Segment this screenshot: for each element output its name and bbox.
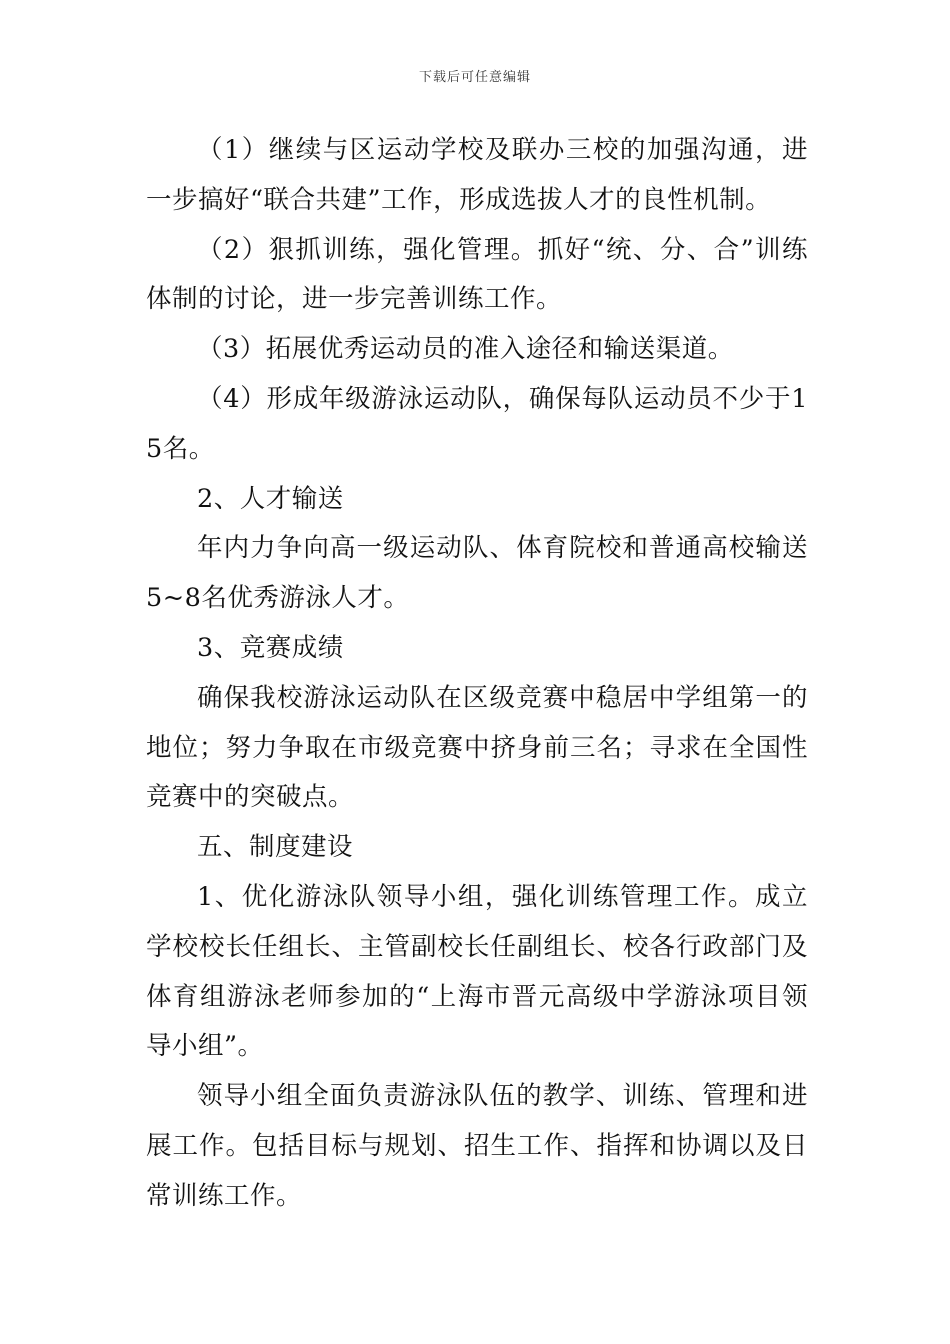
paragraph-talent-transfer: 年内力争向高一级运动队、体育院校和普通高校输送5~8名优秀游泳人才。 (146, 533, 808, 614)
paragraph-item-2: （2）狠抓训练，强化管理。抓好“统、分、合”训练体制的讨论，进一步完善训练工作。 (146, 234, 808, 315)
paragraph-leadership-group: 1、优化游泳队领导小组，强化训练管理工作。成立学校校长任组长、主管副校长任副组长、校各行政部门及体育组游泳老师参加的“上海市晋元高级中学游泳项目领导小组”。 (146, 881, 808, 1062)
paragraph-competition-results: 确保我校游泳运动队在区级竞赛中稳居中学组第一的地位；努力争取在市级竞赛中挤身前三名；寻求在全国性竞赛中的突破点。 (146, 682, 808, 813)
paragraph-item-3: （3）拓展优秀运动员的准入途径和输送渠道。 (197, 334, 734, 365)
section-heading-talent-transfer: 2、人才输送 (197, 483, 344, 514)
section-heading-system-building: 五、制度建设 (197, 832, 354, 863)
paragraph-item-4: （4）形成年级游泳运动队，确保每队运动员不少于15名。 (146, 383, 808, 464)
page-header-note: 下载后可任意编辑 (418, 70, 531, 85)
section-heading-competition-results: 3、竞赛成绩 (197, 632, 344, 663)
paragraph-leadership-duties: 领导小组全面负责游泳队伍的教学、训练、管理和进展工作。包括目标与规划、招生工作、指挥和协调以及日常训练工作。 (146, 1081, 808, 1211)
document-body (146, 126, 808, 1222)
paragraph-item-1: （1）继续与区运动学校及联办三校的加强沟通，进一步搞好“联合共建”工作，形成选拔人才的良性机制。 (146, 135, 808, 215)
